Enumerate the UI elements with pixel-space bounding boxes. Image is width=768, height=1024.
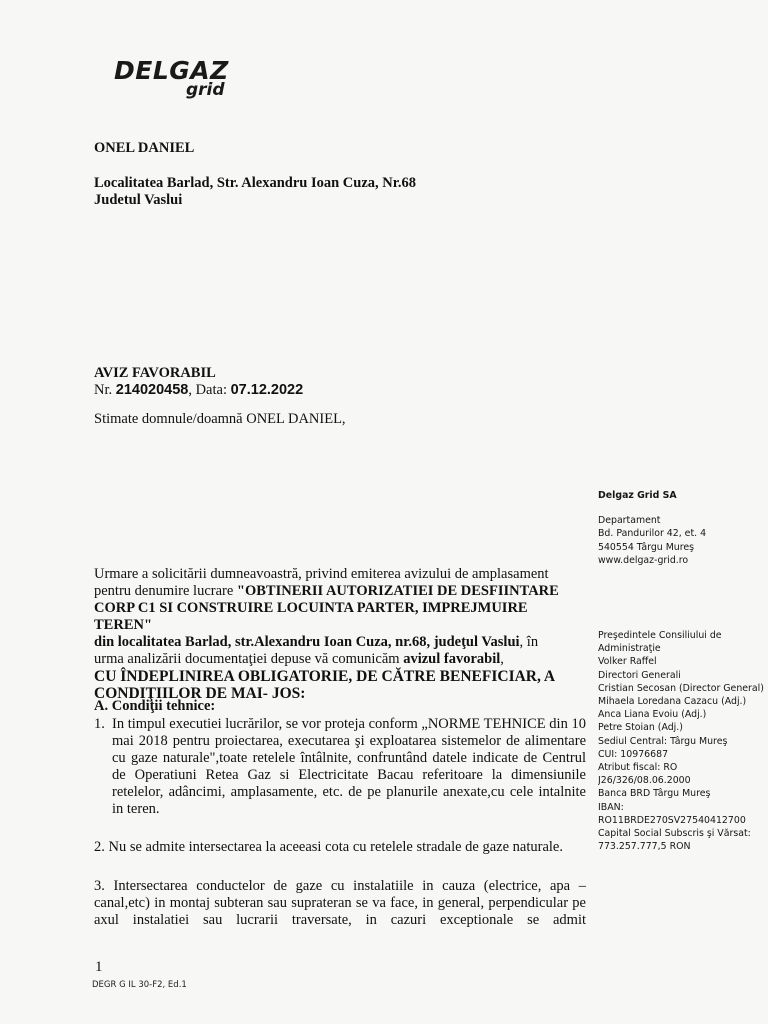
notice-title: AVIZ FAVORABIL	[94, 365, 216, 381]
sender-street: Bd. Pandurilor 42, et. 4	[598, 528, 707, 540]
greeting-name: ONEL DANIEL,	[246, 411, 346, 427]
notice-date-label: , Data:	[188, 382, 231, 398]
sender-city: 540554 Târgu Mureş	[598, 541, 695, 553]
corporate-line: Volker Raffel	[598, 656, 657, 668]
sender-website: www.delgaz-grid.ro	[598, 554, 689, 566]
corporate-line: Petre Stoian (Adj.)	[598, 722, 683, 734]
intro-paragraph	[94, 566, 586, 702]
greeting-prefix: Stimate domnule/doamnă	[94, 411, 247, 427]
logo-wordmark: DELGAZ	[114, 56, 229, 85]
corporate-line: 773.257.777,5 RON	[598, 841, 691, 853]
condition-number: 3.	[94, 878, 105, 894]
condition-2	[94, 839, 586, 856]
corporate-line: Cristian Secosan (Director General)	[598, 682, 764, 694]
logo-subtitle: grid	[186, 80, 225, 100]
page-number: 1	[95, 959, 103, 975]
notice-number: 214020458	[115, 382, 189, 398]
corporate-line: Administraţie	[598, 643, 661, 655]
corporate-line: CUI: 10976687	[598, 748, 669, 760]
recipient-address-line2: Judetul Vaslui	[94, 192, 183, 208]
condition-number: 2.	[94, 839, 105, 855]
sender-department: Departament	[598, 515, 661, 527]
intro-line: CORP C1 SI CONSTRUIRE LOCUINTA PARTER, IMPREJMUIRE TEREN"	[94, 600, 528, 633]
conditions-heading: A. Condiţii tehnice:	[94, 698, 216, 714]
corporate-line: Directori Generali	[598, 669, 681, 681]
intro-line: pentru denumire lucrare "OBTINERII AUTORIZATIEI DE DESFIINTARE	[94, 583, 559, 599]
corporate-line: Anca Liana Evoiu (Adj.)	[598, 709, 707, 721]
greeting	[94, 411, 346, 428]
corporate-line: Atribut fiscal: RO	[598, 762, 678, 774]
corporate-info	[598, 629, 764, 853]
intro-line: urma analizării documentaţiei depuse vă comunicăm avizul favorabil,	[94, 651, 504, 667]
corporate-line: Sediul Central: Târgu Mureş	[598, 735, 728, 747]
condition-number: 1.	[94, 716, 105, 732]
corporate-line: RO11BRDE270SV27540412700	[598, 814, 746, 826]
corporate-line: Capital Social Subscris şi Vărsat:	[598, 828, 751, 840]
corporate-line: IBAN:	[598, 801, 624, 813]
form-code: DEGR G IL 30-F2, Ed.1	[92, 980, 187, 990]
recipient-name: ONEL DANIEL	[94, 140, 195, 156]
intro-line: Urmare a solicitării dumneavoastră, privind emiterea avizului de amplasament	[94, 566, 549, 582]
notice-number-line	[94, 382, 303, 399]
corporate-line: J26/326/08.06.2000	[598, 775, 691, 787]
sender-company: Delgaz Grid SA	[598, 490, 677, 501]
notice-date: 07.12.2022	[230, 382, 304, 398]
condition-text: In timpul executiei lucrărilor, se vor proteja conform „NORME TEHNICE din 10 mai 2018 pentru proiectarea, executarea şi exploatarea sistemelor de alimentare cu gaze naturale",toate retelele întâlnite, confruntând datele indicate de Centrul de Operatiuni Retea Gaz si Electricitate Bacau referitoare la dimensiunile retelelor, adâncimi, amplasamente, etc. de pe planurile anexate,cu cele intalnite in teren.	[112, 716, 586, 817]
condition-3	[94, 878, 586, 929]
corporate-line: Mihaela Loredana Cazacu (Adj.)	[598, 696, 747, 708]
obligation-notice: CU ÎNDEPLINIREA OBLIGATORIE, DE CĂTRE BENEFICIAR, A CONDIŢIILOR DE MAI- JOS:	[94, 668, 556, 702]
intro-line: din localitatea Barlad, str.Alexandru Ioan Cuza, nr.68, judeţul Vaslui, în	[94, 634, 539, 650]
condition-text: Intersectarea conductelor de gaze cu instalatiile in cauza (electrice, apa – canal,etc) in montaj subteran sau suprateran se va face, in general, perpendicular pe axul instalatiei sau lucrarii traversate, in cazuri exceptionale se admit	[94, 878, 587, 928]
notice-number-label: Nr.	[94, 382, 116, 398]
sender-block	[598, 489, 764, 567]
corporate-line: Preşedintele Consiliului de	[598, 630, 722, 641]
recipient-address-line1: Localitatea Barlad, Str. Alexandru Ioan Cuza, Nr.68	[94, 175, 416, 191]
delgaz-grid-logo	[114, 56, 244, 108]
corporate-line: Banca BRD Târgu Mureş	[598, 788, 711, 800]
condition-1	[94, 716, 586, 818]
condition-text: Nu se admite intersectarea la aceeasi cota cu retelele stradale de gaze naturale.	[108, 839, 563, 855]
